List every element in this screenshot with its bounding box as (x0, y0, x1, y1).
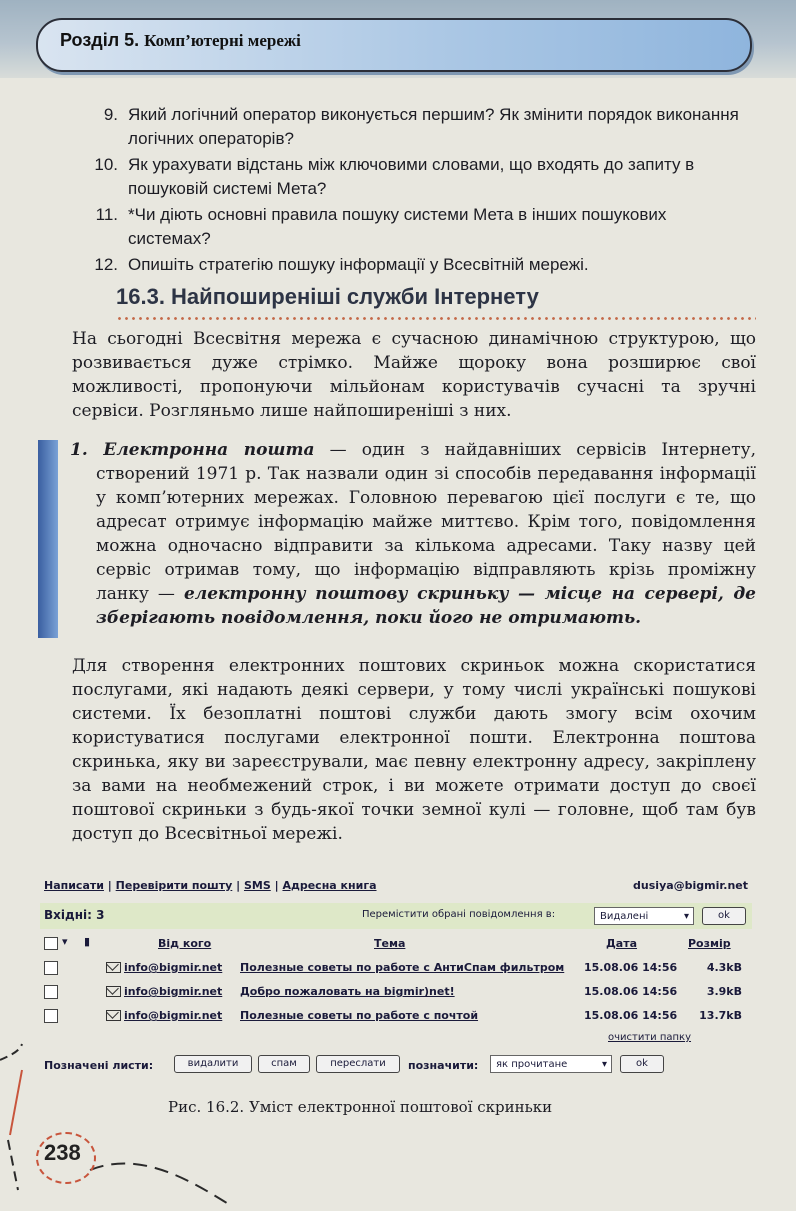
col-date[interactable]: Дата (606, 937, 638, 950)
figure-caption: Рис. 16.2. Уміст електронної поштової скриньки (168, 1098, 553, 1116)
page-number: 238 (44, 1140, 81, 1165)
mark-ok-button[interactable]: ok (620, 1055, 664, 1073)
menu-addressbook[interactable]: Адресна книга (282, 879, 377, 892)
mailbox-definition: електронну поштову скриньку — місце на сервері, де зберігають повідомлення, поки його не отримають. (96, 584, 756, 628)
question-item: 9. Який логічний оператор виконується першим? Як змінити порядок виконання логічних операторів? (103, 105, 739, 148)
email-term: 1. Електронна пошта (70, 440, 315, 460)
chevron-down-icon: ▾ (683, 911, 689, 922)
paragraph-email (70, 438, 756, 630)
message-row[interactable]: info@bigmir.net Полезные советы по работе с АнтиСпам фильтром 15.08.06 14:56 4.3kB (40, 959, 752, 981)
question-item: 10. Як урахувати відстань між ключовими словами, що входять до запиту в пошуковій системі Мета? (94, 155, 695, 198)
chapter-section: Розділ 5. (60, 30, 140, 50)
envelope-icon (106, 1010, 121, 1021)
flag-icon: ▾ (62, 935, 68, 948)
message-row[interactable]: info@bigmir.net Полезные советы по работе с почтой 15.08.06 14:56 13.7kB (40, 1007, 752, 1029)
delete-button[interactable]: видалити (174, 1055, 252, 1073)
menu-check[interactable]: Перевірити пошту (115, 879, 233, 892)
col-size[interactable]: Розмір (688, 937, 731, 950)
mail-menu: Написати | Перевірити пошту | SMS | Адресна книга (44, 879, 377, 892)
menu-sms[interactable]: SMS (243, 879, 271, 892)
message-checkbox[interactable] (44, 985, 58, 999)
question-item: 12. Опишіть стратегію пошуку інформації у Всесвітній мережі. (94, 255, 589, 274)
clear-folder-link[interactable]: очистити папку (608, 1032, 692, 1043)
move-label: Перемістити обрані повідомлення в: (362, 909, 556, 920)
questions-list (72, 103, 752, 279)
marked-label: Позначені листи: (44, 1059, 154, 1072)
col-from[interactable]: Від кого (158, 937, 212, 950)
message-checkbox[interactable] (44, 961, 58, 975)
message-row[interactable]: info@bigmir.net Добро пожаловать на bigmir)net! 15.08.06 14:56 3.9kB (40, 983, 752, 1005)
move-ok-button[interactable]: ok (702, 907, 746, 925)
select-all-checkbox[interactable] (44, 937, 58, 950)
section-title: 16.3. Найпоширеніші служби Інтернету (116, 284, 539, 309)
email-definition: — один з найдавніших сервісів Інтернету, створений 1971 р. Так назвали один зі способів передавання інформації у комп’ютерних мережах. Головною перевагою цієї послуги є те, що адресат отримує інформацію майже миттєво. Крім того, повідомлення можна одночасно відправити за кількома адресами. Таку назву цей сервіс отримав тому, що інформацію відправляють крізь проміжну ланку — (96, 440, 756, 604)
user-email: dusiya@bigmir.net (633, 879, 748, 892)
forward-button[interactable]: переслати (316, 1055, 400, 1073)
attachment-icon: ▮ (84, 935, 91, 948)
envelope-icon (106, 962, 121, 973)
mark-select[interactable]: як прочитане ▾ (490, 1055, 612, 1073)
spam-button[interactable]: спам (258, 1055, 310, 1073)
decorative-lines (0, 1040, 240, 1211)
chapter-title (60, 30, 301, 51)
paragraph-intro: На сьогодні Всесвітня мережа є сучасною динамічною структурою, що розвивається дуже стрімко. Майже щороку вона розширює свої можливості, пропонуючи мільйонам користувачів сучасні та зручні сервіси. Розгляньмо лише найпоширеніші з них. (72, 329, 756, 421)
inbox-count: Вхідні: 3 (44, 908, 105, 922)
accent-bar (38, 440, 58, 638)
move-select[interactable]: Видалені ▾ (594, 907, 694, 925)
message-checkbox[interactable] (44, 1009, 58, 1023)
col-subject[interactable]: Тема (374, 937, 406, 950)
paragraph-mailbox: Для створення електронних поштових скриньок можна скористатися послугами, які надають деякі сервери, у тому числі українські пошукові системи. Їх безоплатні поштові служби дають змогу всім охочим користуватися послугами електронної пошти. Електронна поштова скринька, яку ви зареєстрували, має певну електронну адресу, закріплену за вами на необмежений строк, і ви можете отримати доступ до своєї поштової скриньки з будь-якої точки земної кулі — головне, щоб там був доступ до Всесвітньої мережі. (72, 656, 756, 844)
chapter-name: Комп’ютерні мережі (144, 31, 301, 50)
chevron-down-icon: ▾ (601, 1059, 607, 1070)
menu-write[interactable]: Написати (44, 879, 104, 892)
envelope-icon (106, 986, 121, 997)
question-item: 11. *Чи діють основні правила пошуку системи Мета в інших пошукових системах? (95, 205, 667, 248)
dotted-divider (116, 317, 756, 320)
mark-label: позначити: (408, 1059, 479, 1072)
